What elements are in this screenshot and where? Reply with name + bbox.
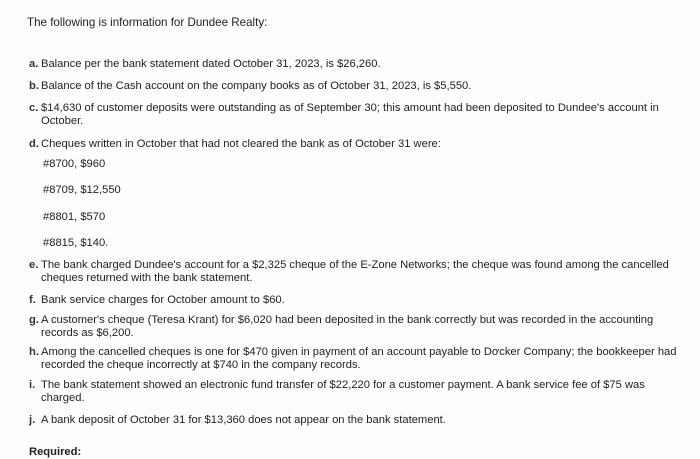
intro-text: The following is information for Dundee Realty: [27, 16, 268, 29]
item-text: The bank statement showed an electronic fund transfer of $22,220 for a customer payment. A bank service fee of $75 was charged. [41, 379, 645, 404]
item-text: Balance of the Cash account on the company books as of October 31, 2023, is $5,550. [41, 80, 472, 92]
item-letter: c. [29, 102, 39, 114]
list-item-a [29, 58, 689, 71]
item-letter: j. [29, 414, 36, 426]
item-text: $14,630 of customer deposits were outstanding as of September 30; this amount had been deposited to Dundee's account in October. [41, 102, 659, 127]
list-item-c [29, 102, 689, 127]
list-item-e [29, 259, 689, 284]
item-letter: i. [29, 379, 36, 391]
item-text: The bank charged Dundee's account for a $2,325 cheque of the E-Zone Networks; the cheque was found among the cancelled cheques returned with the bank statement. [41, 259, 669, 284]
item-letter: f. [29, 294, 36, 306]
cheque-entry: #8815, $140. [43, 237, 109, 249]
cheque-entry: #8700, $960 [43, 158, 106, 170]
item-letter: h. [29, 346, 39, 358]
item-text: Among the cancelled cheques is one for $470 given in payment of an account payable to Dơcker Company; the bookkeeper had recorded the cheque incorrectly at $740 in the company records. [41, 346, 677, 371]
item-letter: e. [29, 259, 39, 271]
item-text: Cheques written in October that had not cleared the bank as of October 31 were: [41, 138, 441, 150]
list-item-g [29, 314, 689, 339]
required-heading: Required: [29, 446, 82, 458]
list-item-h [29, 346, 689, 371]
item-text: A customer's cheque (Teresa Krant) for $6,020 had been deposited in the bank correctly but was recorded in the accounting records as $6,200. [41, 314, 654, 339]
item-letter: d. [29, 138, 39, 150]
item-letter: b. [29, 80, 39, 92]
list-item-d [29, 138, 689, 151]
item-text: Balance per the bank statement dated October 31, 2023, is $26,260. [41, 58, 381, 70]
cheque-entry: #8801, $570 [43, 211, 106, 223]
cheque-entry: #8709, $12,550 [43, 184, 121, 196]
list-item-j [29, 414, 689, 427]
list-item-b [29, 80, 689, 93]
item-letter: a. [29, 58, 39, 70]
item-text: Bank service charges for October amount to $60. [41, 294, 285, 306]
item-letter: g. [29, 314, 39, 326]
list-item-f [29, 294, 689, 307]
item-text: A bank deposit of October 31 for $13,360 does not appear on the bank statement. [41, 414, 446, 426]
list-item-i [29, 379, 689, 404]
